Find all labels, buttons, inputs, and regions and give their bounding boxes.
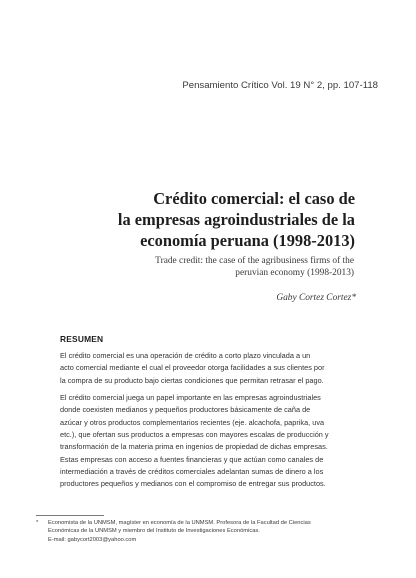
abstract-line: productores pequeños y medianos con el compromiso de entregar sus productos. bbox=[60, 479, 326, 489]
footnote-divider bbox=[36, 515, 104, 516]
abstract-line: donde coexisten medianos y pequeños productores básicamente de caña de bbox=[60, 405, 311, 415]
abstract-line: El crédito comercial juega un papel importante en las empresas agroindustriales bbox=[60, 393, 321, 402]
abstract-line: intermediación a través de créditos comerciales adelantan sumas de dinero a los bbox=[60, 467, 324, 477]
journal-reference: Pensamiento Crítico Vol. 19 N° 2, pp. 107-118 bbox=[182, 80, 378, 91]
abstract-line: la compra de su producto bajo ciertas condiciones que permitan retrasar el pago. bbox=[60, 375, 324, 385]
abstract-line: acto comercial mediante el cual el proveedor otorga facilidades a sus clientes por bbox=[60, 363, 325, 373]
abstract-paragraph-2 bbox=[60, 392, 356, 491]
footnote-line: Económicas de la UNMSM y miembro del Instituto de Investigaciones Económicas. bbox=[48, 528, 260, 535]
english-title-line: peruvian economy (1998-2013) bbox=[235, 267, 354, 278]
abstract-line: etc.), que ofertan sus productos a empresas con mayores escalas de producción y bbox=[60, 430, 329, 440]
abstract-line: El crédito comercial es una operación de crédito a corto plazo vinculada a un bbox=[60, 351, 311, 360]
title-line: economía peruana (1998-2013) bbox=[140, 231, 355, 250]
footnote-marker: * bbox=[36, 520, 39, 526]
english-title-line: Trade credit: the case of the agribusiness firms of the bbox=[155, 256, 354, 266]
abstract-paragraph-1 bbox=[60, 350, 356, 387]
english-title bbox=[54, 256, 354, 279]
abstract-line: Estas empresas con acceso a fuentes financieras y que actúan como canales de bbox=[60, 454, 324, 464]
abstract-line: azúcar y otros productos complementarios recientes (eje. alcachofa, paprika, uva bbox=[60, 417, 325, 427]
author-name: Gaby Cortez Cortez* bbox=[276, 293, 356, 303]
footnote-line: Economista de la UNMSM, magíster en economía de la UNMSM. Profesora de la Facultad de Ciencias bbox=[48, 520, 311, 526]
footnote-email: E-mail: gabycort2003@yahoo.com bbox=[48, 536, 137, 543]
title-line: la empresas agroindustriales de la bbox=[117, 210, 355, 229]
article-title bbox=[35, 188, 355, 251]
title-line: Crédito comercial: el caso de bbox=[153, 189, 355, 208]
abstract-heading: RESUMEN bbox=[60, 334, 104, 344]
abstract-line: transformación de la materia prima en ingenios de propiedad de dichas empresas. bbox=[60, 442, 328, 452]
author-footnote bbox=[36, 519, 382, 544]
